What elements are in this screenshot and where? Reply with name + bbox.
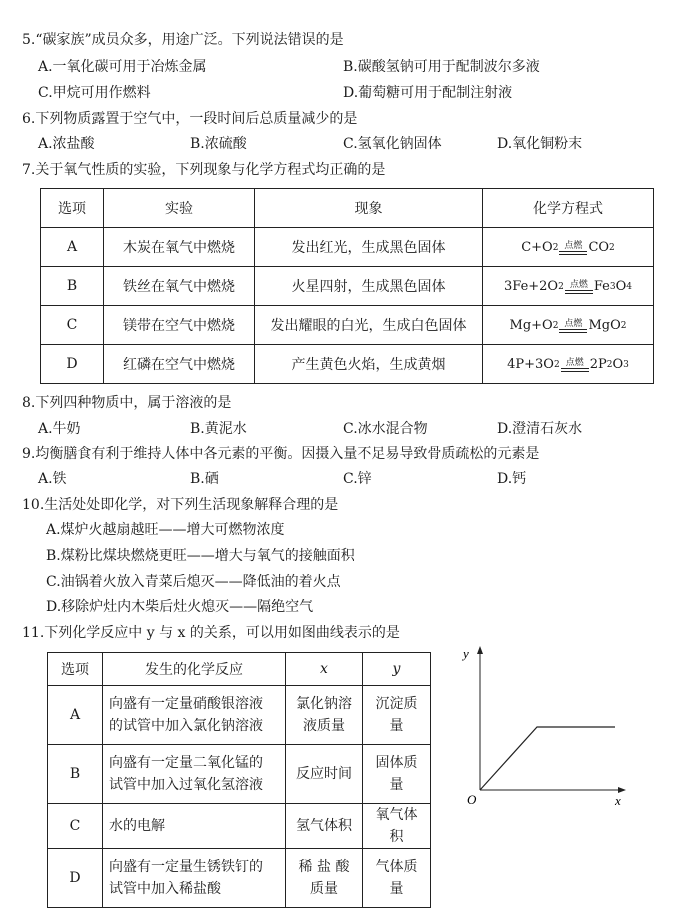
eq-rhs2: O <box>612 357 624 372</box>
q10-option-c: C.油锅着火放入青菜后熄灭——降低油的着火点 <box>46 574 341 590</box>
q10-stem: 10.生活处处即化学，对下列生活现象解释合理的是 <box>22 497 339 513</box>
eq-rhs-sub: 3 <box>609 281 616 292</box>
curve <box>480 727 615 790</box>
eq-rhs: MgO <box>588 318 621 333</box>
q11-header-reaction: 发生的化学反应 <box>103 653 286 686</box>
eq-rhs-sub: 2 <box>606 359 613 370</box>
q7-row-equation <box>483 306 654 345</box>
q9-option-a: A.铁 <box>38 471 67 487</box>
q11-row-option: D <box>48 849 103 908</box>
q11-row-option: C <box>48 804 103 849</box>
q7-row-experiment: 红磷在空气中燃烧 <box>104 345 255 384</box>
q11-table <box>47 652 431 908</box>
q5-option-a: A.一氧化碳可用于冶炼金属 <box>38 59 207 75</box>
eq-rhs2: O <box>615 279 627 294</box>
q11-row-x-line: 液质量 <box>303 718 345 734</box>
q11-row-d <box>48 849 431 908</box>
q11-row-reaction-line: 向盛有一定量硝酸银溶液 <box>109 696 263 712</box>
q7-header-phenomenon: 现象 <box>255 189 483 228</box>
q7-row-option: C <box>41 306 104 345</box>
q7-row-equation <box>483 267 654 306</box>
q7-row-option: B <box>41 267 104 306</box>
q10-option-a: A.煤炉火越扇越旺——增大可燃物浓度 <box>46 522 285 538</box>
q11-row-reaction-line: 的试管中加入氯化钠溶液 <box>109 718 263 734</box>
condition-arrow <box>559 241 587 255</box>
eq-lhs: 4P+3O <box>507 357 554 372</box>
eq-rhs-sub: 2 <box>620 320 627 331</box>
q5-option-b: B.碳酸氢钠可用于配制波尔多液 <box>343 59 540 75</box>
q8-option-b: B.黄泥水 <box>190 421 247 437</box>
q11-header-option: 选项 <box>48 653 103 686</box>
q11-row-reaction-line: 水的电解 <box>103 804 286 849</box>
eq-rhs: CO <box>588 240 610 255</box>
eq-rhs2-sub: 4 <box>626 281 632 292</box>
condition-arrow <box>565 280 593 294</box>
q8-option-a: A.牛奶 <box>38 421 81 437</box>
q9-option-b: B.硒 <box>190 471 219 487</box>
eq-lhs-sub: 2 <box>558 281 564 292</box>
q11-row-b <box>48 745 431 804</box>
q7-row-option: D <box>41 345 104 384</box>
q11-header-y: y <box>363 653 431 686</box>
q10-option-b: B.煤粉比煤块燃烧更旺——增大与氧气的接触面积 <box>46 548 355 564</box>
q6-stem: 6.下列物质露置于空气中，一段时间后总质量减少的是 <box>22 111 358 127</box>
q7-row-b <box>41 267 654 306</box>
q11-row-x-line: 氯化钠溶 <box>296 696 352 712</box>
q7-row-phenomenon: 火星四射，生成黑色固体 <box>255 267 483 306</box>
q6-option-d: D.氧化铜粉末 <box>497 136 583 152</box>
q11-row-y: 沉淀质量 <box>363 686 431 745</box>
q9-option-c: C.锌 <box>343 471 372 487</box>
q11-row-c <box>48 804 431 849</box>
q6-option-a: A.浓盐酸 <box>38 136 95 152</box>
eq-lhs-sub: 2 <box>553 359 560 370</box>
q11-graph <box>455 640 635 810</box>
q8-stem: 8.下列四种物质中，属于溶液的是 <box>22 395 232 411</box>
q5-option-c: C.甲烷可用作燃料 <box>38 85 151 101</box>
q5-stem: 5.“碳家族”成员众多，用途广泛。下列说法错误的是 <box>22 32 344 48</box>
q11-row-x-line: 反应时间 <box>286 745 363 804</box>
q11-row-option: A <box>48 686 103 745</box>
q7-row-d <box>41 345 654 384</box>
q9-stem: 9.均衡膳食有利于维持人体中各元素的平衡。因摄入量不足易导致骨质疏松的元素是 <box>22 446 540 462</box>
q8-option-c: C.冰水混合物 <box>343 421 428 437</box>
condition-label: 点燃 <box>569 279 588 290</box>
q11-row-a <box>48 686 431 745</box>
condition-label: 点燃 <box>564 240 583 251</box>
q11-row-option: B <box>48 745 103 804</box>
q7-row-a <box>41 228 654 267</box>
q6-option-b: B.浓硫酸 <box>190 136 247 152</box>
eq-lhs: C+O <box>521 240 553 255</box>
q7-row-experiment: 铁丝在氧气中燃烧 <box>104 267 255 306</box>
q7-table <box>40 188 654 384</box>
q7-row-equation <box>483 228 654 267</box>
q11-row-x-line: 稀 盐 酸 <box>298 859 350 875</box>
eq-rhs: Fe <box>593 279 610 294</box>
q7-row-experiment: 镁带在空气中燃烧 <box>104 306 255 345</box>
q7-header-equation: 化学方程式 <box>483 189 654 228</box>
q8-option-d: D.澄清石灰水 <box>497 421 583 437</box>
q11-header-x: x <box>286 653 363 686</box>
q7-row-option: A <box>41 228 104 267</box>
eq-lhs-sub: 2 <box>552 320 559 331</box>
q11-stem: 11.下列化学反应中 y 与 x 的关系，可以用如图曲线表示的是 <box>22 625 400 641</box>
y-axis-arrow-icon <box>477 646 483 654</box>
q9-option-d: D.钙 <box>497 471 527 487</box>
q7-row-c <box>41 306 654 345</box>
q7-stem: 7.关于氧气性质的实验，下列现象与化学方程式均正确的是 <box>22 162 386 178</box>
q11-row-reaction-line: 试管中加入过氧化氢溶液 <box>109 777 263 793</box>
q7-row-equation <box>483 345 654 384</box>
condition-label: 点燃 <box>565 357 584 368</box>
q7-row-phenomenon: 发出红光，生成黑色固体 <box>255 228 483 267</box>
q11-row-y: 氧气体积 <box>363 804 431 849</box>
q7-header-option: 选项 <box>41 189 104 228</box>
q11-row-y: 气体质量 <box>363 849 431 908</box>
condition-arrow <box>561 358 589 372</box>
y-axis-label: y <box>463 646 469 661</box>
q11-row-y: 固体质量 <box>363 745 431 804</box>
eq-lhs-sub: 2 <box>552 242 559 253</box>
q7-row-experiment: 木炭在氧气中燃烧 <box>104 228 255 267</box>
eq-rhs: 2P <box>589 357 607 372</box>
q11-row-x-line: 氢气体积 <box>286 804 363 849</box>
q7-header-experiment: 实验 <box>104 189 255 228</box>
q5-option-d: D.葡萄糖可用于配制注射液 <box>343 85 513 101</box>
eq-rhs2-sub: 3 <box>623 359 629 370</box>
condition-arrow <box>559 319 587 333</box>
condition-label: 点燃 <box>564 318 583 329</box>
x-axis-label: x <box>615 793 621 808</box>
q10-option-d: D.移除炉灶内木柴后灶火熄灭——隔绝空气 <box>46 599 314 615</box>
q7-row-phenomenon: 产生黄色火焰，生成黄烟 <box>255 345 483 384</box>
q7-row-phenomenon: 发出耀眼的白光，生成白色固体 <box>255 306 483 345</box>
eq-lhs: Mg+O <box>509 318 553 333</box>
q6-option-c: C.氢氧化钠固体 <box>343 136 442 152</box>
q11-row-x-line: 质量 <box>310 881 338 897</box>
eq-rhs-sub: 2 <box>609 242 615 253</box>
q11-row-reaction-line: 向盛有一定量二氧化锰的 <box>109 755 263 771</box>
q11-row-reaction-line: 向盛有一定量生锈铁钉的 <box>109 859 263 875</box>
q11-row-reaction-line: 试管中加入稀盐酸 <box>109 881 221 897</box>
eq-lhs: 3Fe+2O <box>504 279 559 294</box>
origin-label: O <box>467 792 477 807</box>
